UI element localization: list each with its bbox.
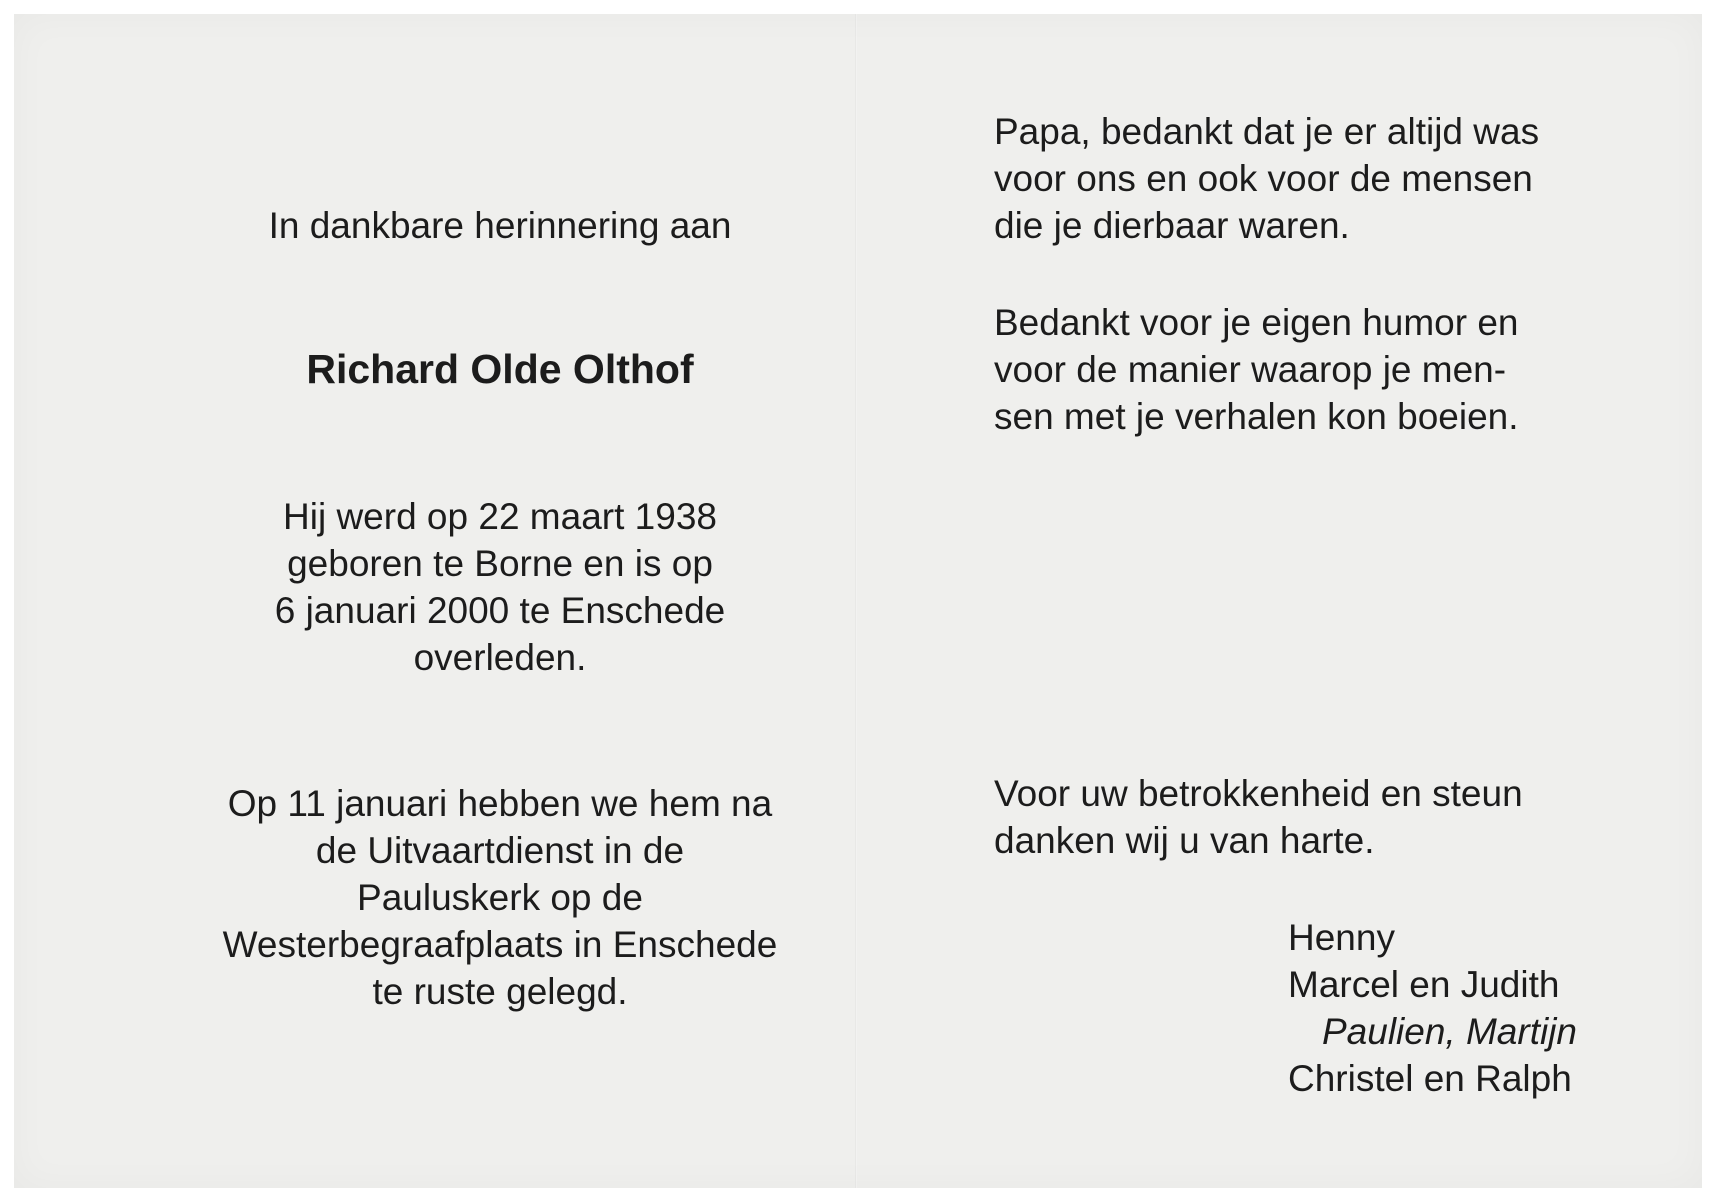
text-line: de Uitvaartdienst in de — [315, 830, 685, 871]
text-line: Hij werd op 22 maart 1938 — [283, 496, 717, 537]
signatory-name: Marcel en Judith — [1288, 964, 1560, 1005]
text-line: Voor uw betrokkenheid en steun — [994, 773, 1523, 814]
text-line: 6 januari 2000 te Enschede — [274, 590, 726, 631]
text-line: danken wij u van harte. — [994, 820, 1375, 861]
signatory-name: Christel en Ralph — [1288, 1058, 1572, 1099]
text-line: te ruste gelegd. — [372, 971, 628, 1012]
intro-line: In dankbare herinnering aan — [268, 205, 732, 246]
thanks-paragraph-humor — [994, 299, 1606, 440]
text-line: Papa, bedankt dat je er altijd was — [994, 111, 1540, 152]
signatory-name: Henny — [1288, 917, 1395, 958]
text-line: geboren te Borne en is op — [287, 543, 713, 584]
text-line: Op 11 januari hebben we hem na — [227, 783, 773, 824]
text-line: die je dierbaar waren. — [994, 205, 1350, 246]
text-line: Pauluskerk op de — [357, 877, 643, 918]
deceased-name: Richard Olde Olthof — [306, 346, 694, 392]
text-line: Westerbegraafplaats in Enschede — [222, 924, 778, 965]
text-line: Bedankt voor je eigen humor en — [994, 302, 1519, 343]
birth-death-paragraph — [160, 493, 840, 681]
text-line: voor de manier waarop je men- — [994, 349, 1507, 390]
burial-paragraph — [160, 780, 840, 1015]
thanks-paragraph-papa — [994, 108, 1606, 249]
signatory-name: Paulien, Martijn — [1322, 1011, 1578, 1052]
text-line: overleden. — [413, 637, 587, 678]
thanks-paragraph-support — [994, 770, 1606, 864]
text-line: voor ons en ook voor de mensen — [994, 158, 1533, 199]
text-line: sen met je verhalen kon boeien. — [994, 396, 1519, 437]
card-fold-line — [855, 14, 857, 1188]
